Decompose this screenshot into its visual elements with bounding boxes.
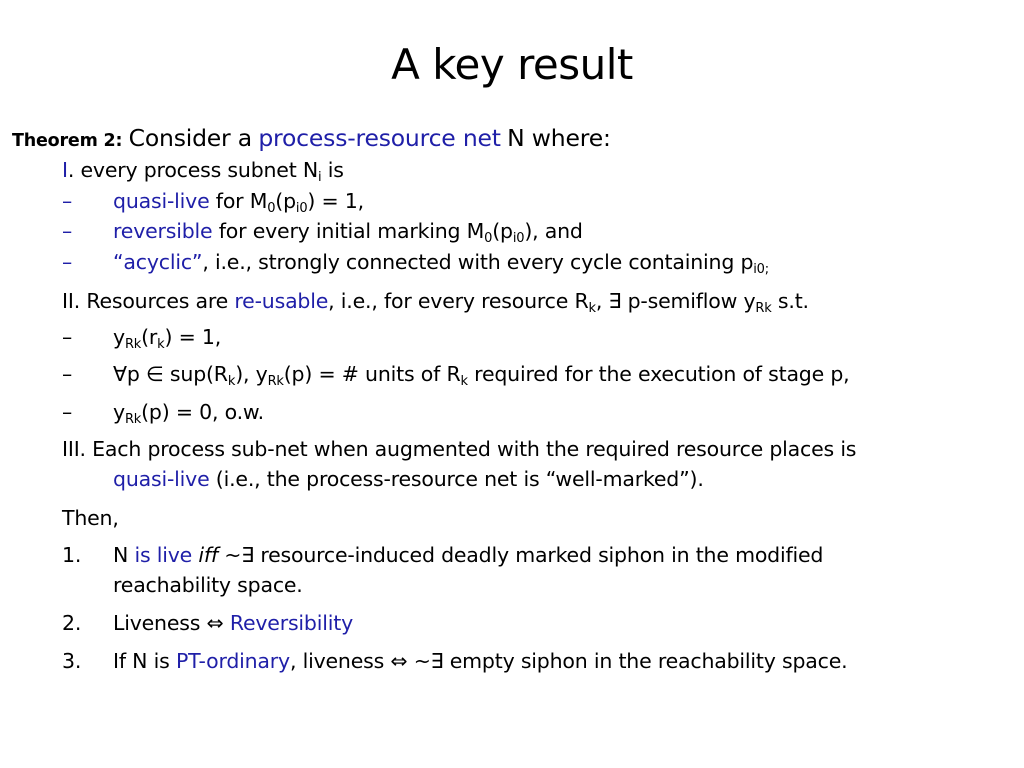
term-iff: iff — [198, 543, 218, 567]
subscript: k — [460, 374, 468, 389]
text: (p — [275, 189, 296, 213]
text: required for the execution of stage p, — [467, 362, 850, 386]
text: (p) = # units of R — [283, 362, 461, 386]
text: , ∃ p-semiflow y — [595, 289, 756, 313]
condition-I-numeral: I — [62, 158, 68, 182]
condition-II-c — [0, 399, 1024, 425]
dash-marker: – — [62, 219, 73, 243]
text: ) = 1, — [164, 325, 222, 349]
condition-II-b — [0, 361, 1024, 387]
conclusion-1-cont: reachability space. — [113, 573, 303, 597]
term-quasi-live: quasi-live — [113, 189, 210, 213]
text: (p) = 0, o.w. — [141, 400, 264, 424]
text: (p — [492, 219, 513, 243]
condition-I-text-end: is — [321, 158, 344, 182]
term-re-usable: re-usable — [234, 289, 329, 313]
text: y — [113, 400, 125, 424]
conclusion-1 — [0, 542, 1024, 568]
dash-marker: – — [62, 400, 73, 424]
list-number: 2. — [62, 611, 82, 635]
term-is-live: is live — [134, 543, 193, 567]
text: ) = 1, — [307, 189, 364, 213]
then-label: Then, — [62, 506, 119, 530]
condition-II — [62, 288, 809, 314]
condition-I-sub: i — [318, 170, 322, 185]
subscript: k — [227, 374, 236, 389]
condition-II-a — [0, 324, 1024, 350]
theorem-header — [12, 124, 611, 155]
theorem-process-resource-net: process-resource net — [258, 124, 501, 152]
condition-I — [62, 157, 344, 183]
text: for M — [209, 189, 268, 213]
subscript: i0 — [295, 201, 308, 216]
theorem-intro: Consider a — [128, 124, 252, 152]
subscript: Rk — [124, 412, 142, 427]
text: ), and — [524, 219, 583, 243]
condition-I-c — [0, 249, 1024, 275]
text: II. Resources are — [62, 289, 235, 313]
subscript: 0 — [267, 201, 276, 216]
subscript: i0 — [512, 231, 525, 246]
condition-I-a — [0, 188, 1024, 214]
subscript: Rk — [124, 337, 142, 352]
text: Liveness ⇔ — [113, 611, 230, 635]
condition-III-cont — [113, 466, 704, 492]
subscript: Rk — [267, 374, 284, 389]
subscript: 0 — [484, 231, 493, 246]
dash-marker: – — [62, 362, 73, 386]
text: (r — [141, 325, 158, 349]
subscript: i0; — [753, 262, 769, 277]
list-number: 1. — [62, 543, 82, 567]
text: N — [113, 543, 135, 567]
theorem-label: Theorem 2: — [12, 131, 123, 151]
theorem-intro-end: N where: — [507, 124, 611, 152]
conclusion-3 — [0, 648, 1024, 674]
text: III. Each process sub-net when augmented with the required resource places is — [62, 437, 857, 461]
condition-I-text: . every process subnet N — [67, 158, 318, 182]
subscript: k — [157, 337, 165, 352]
dash-marker: – — [62, 325, 73, 349]
subscript: Rk — [755, 301, 772, 316]
term-reversible: reversible — [113, 219, 213, 243]
term-reversibility: Reversibility — [229, 611, 353, 635]
term-quasi-live: quasi-live — [113, 467, 210, 491]
subscript: k — [588, 301, 596, 316]
term-acyclic: “acyclic” — [113, 250, 203, 274]
text: (i.e., the process-resource net is “well-marked”). — [209, 467, 704, 491]
text: for every initial marking M — [212, 219, 485, 243]
text: s.t. — [771, 289, 809, 313]
text: y — [113, 325, 125, 349]
conclusion-2 — [0, 610, 1024, 636]
term-pt-ordinary: PT-ordinary — [175, 649, 290, 673]
text: If N is — [113, 649, 176, 673]
condition-III — [62, 436, 856, 462]
slide-title: A key result — [391, 40, 633, 89]
text: , i.e., strongly connected with every cycle containing p — [202, 250, 754, 274]
text: ∀p ∈ sup(R — [113, 362, 228, 386]
dash-marker: – — [62, 189, 73, 213]
list-number: 3. — [62, 649, 82, 673]
text: ), y — [235, 362, 268, 386]
text: , liveness ⇔ ~∃ empty siphon in the reachability space. — [289, 649, 848, 673]
text: ~∃ resource-induced deadly marked siphon in the modified — [217, 543, 824, 567]
text: , i.e., for every resource R — [328, 289, 589, 313]
dash-marker: – — [62, 250, 73, 274]
condition-I-b — [0, 218, 1024, 244]
